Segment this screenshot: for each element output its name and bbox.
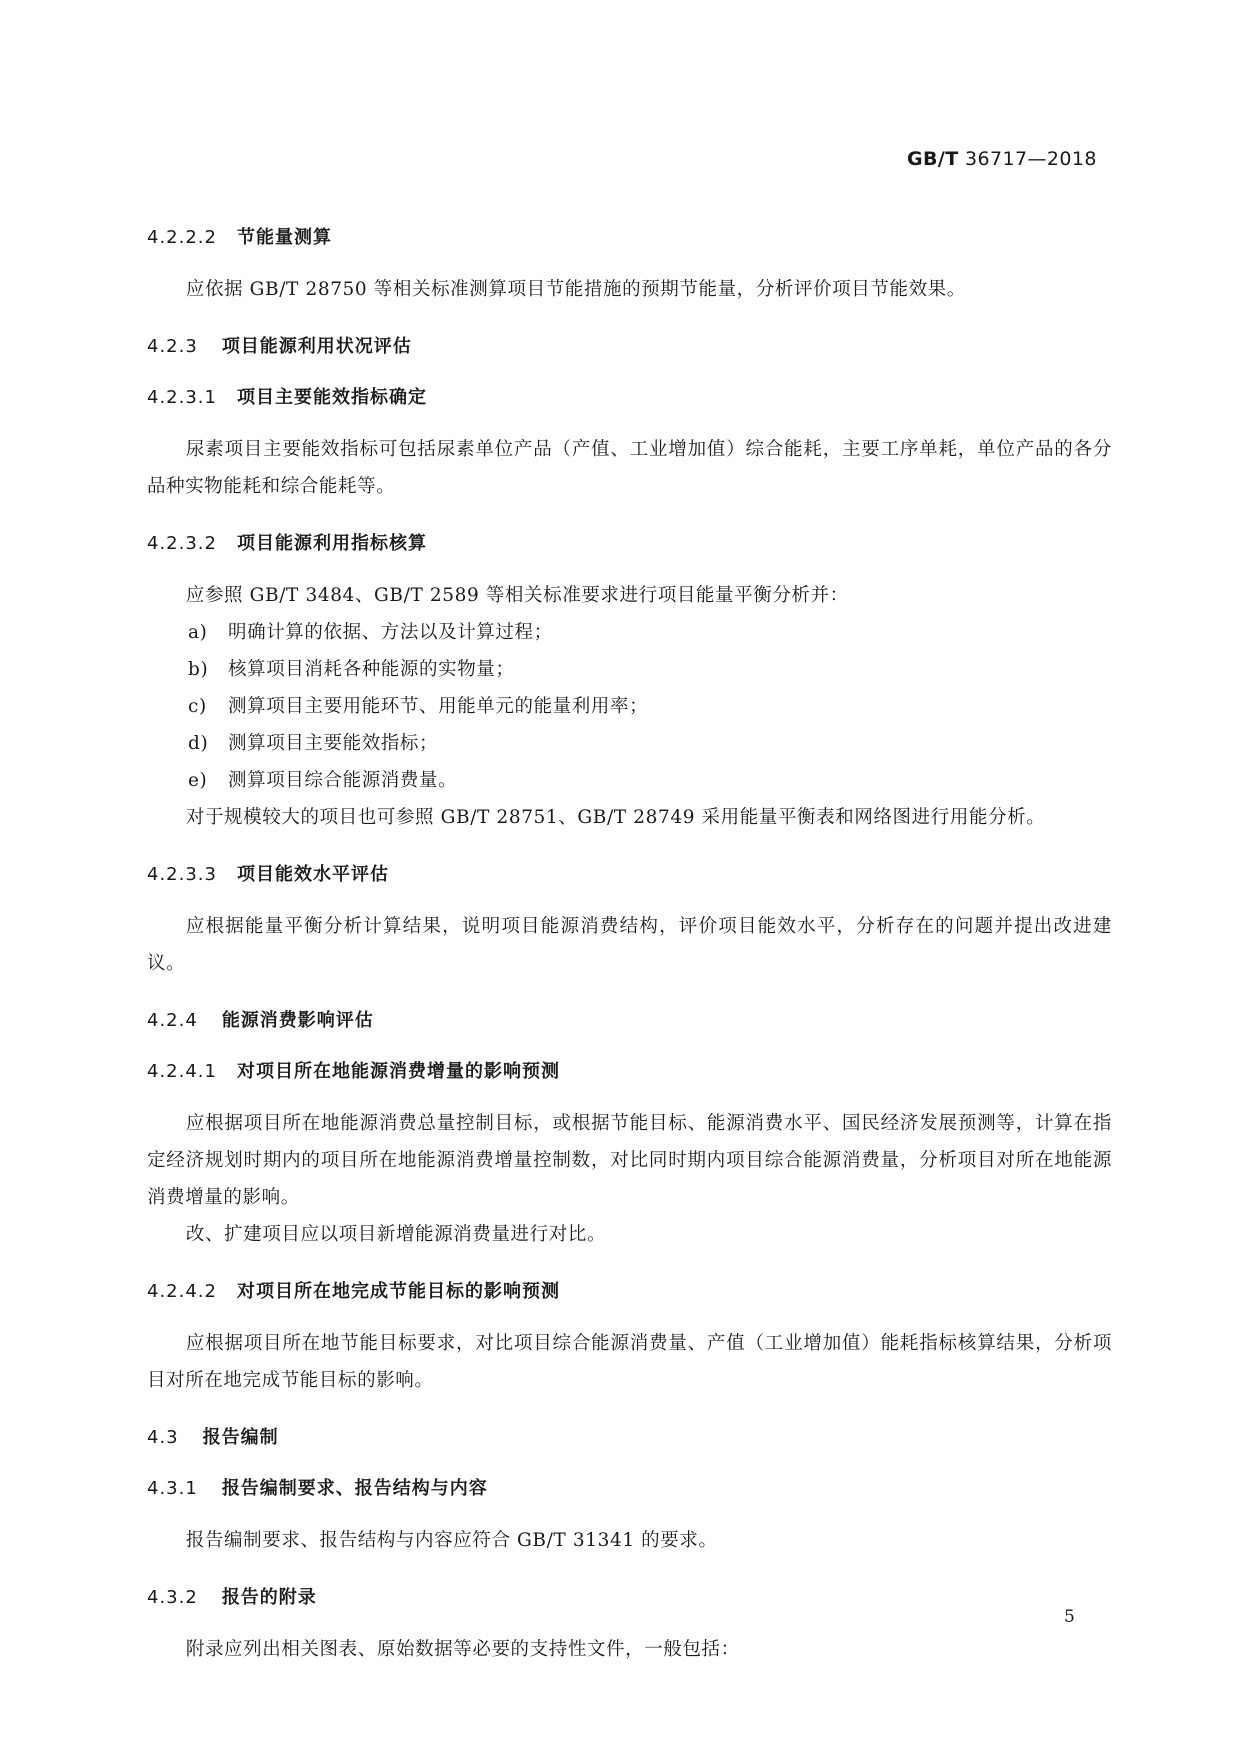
page-number: 5: [1064, 1607, 1075, 1627]
heading-number: 4.3: [147, 1427, 179, 1448]
heading-number: 4.2.4.1: [147, 1061, 217, 1082]
heading-number: 4.2.3.2: [147, 533, 217, 554]
heading-title: 报告的附录: [221, 1587, 317, 1608]
paragraph: 应根据项目所在地能源消费总量控制目标，或根据节能目标、能源消费水平、国民经济发展预测等，计算在指定经济规划时期内的项目所在地能源消费增量控制数，对比同时期内项目综合能源消费量，分析项目对所在地能源消费增量的影响。: [147, 1113, 1112, 1208]
heading-title: 能源消费影响评估: [221, 1010, 374, 1031]
list-item: [147, 762, 1112, 799]
paragraph: 应根据项目所在地节能目标要求，对比项目综合能源消费量、产值（工业增加值）能耗指标核算结果，分析项目对所在地完成节能目标的影响。: [147, 1333, 1112, 1391]
list-text: 明确计算的依据、方法以及计算过程；: [228, 622, 553, 643]
heading-4-2-3: [147, 334, 1112, 359]
paragraph: 对于规模较大的项目也可参照 GB/T 28751、GB/T 28749 采用能量平衡表和网络图进行用能分析。: [185, 807, 1046, 828]
list-marker: a): [188, 622, 208, 643]
heading-4-3-1: [147, 1476, 1112, 1501]
paragraph: 应依据 GB/T 28750 等相关标准测算项目节能措施的预期节能量，分析评价项目节能效果。: [185, 279, 966, 300]
heading-4-2-4: [147, 1008, 1112, 1033]
heading-title: 项目能效水平评估: [236, 864, 389, 885]
heading-number: 4.2.3.1: [147, 387, 217, 408]
heading-4-3-2: [147, 1585, 1112, 1610]
list-marker: b): [188, 659, 209, 680]
heading-title: 项目能源利用状况评估: [221, 336, 412, 357]
heading-number: 4.2.4.2: [147, 1281, 217, 1302]
heading-4-2-3-3: [147, 862, 1112, 887]
heading-title: 对项目所在地能源消费增量的影响预测: [236, 1061, 560, 1082]
heading-4-2-2-2: [147, 225, 1112, 250]
heading-title: 项目主要能效指标确定: [236, 387, 427, 408]
paragraph: 报告编制要求、报告结构与内容应符合 GB/T 31341 的要求。: [185, 1530, 718, 1551]
list-marker: e): [188, 770, 208, 791]
paragraph: 尿素项目主要能效指标可包括尿素单位产品（产值、工业增加值）综合能耗，主要工序单耗，单位产品的各分品种实物能耗和综合能耗等。: [147, 439, 1112, 497]
list-item: [147, 688, 1112, 725]
heading-title: 报告编制要求、报告结构与内容: [221, 1478, 488, 1499]
list-item: [147, 651, 1112, 688]
heading-number: 4.2.2.2: [147, 227, 217, 248]
heading-number: 4.2.4: [147, 1010, 198, 1031]
heading-4-2-3-1: [147, 385, 1112, 410]
heading-number: 4.2.3: [147, 336, 198, 357]
list-text: 测算项目主要能效指标；: [228, 733, 439, 754]
running-header: [907, 148, 1097, 170]
heading-number: 4.3.1: [147, 1478, 198, 1499]
list-item: [147, 614, 1112, 651]
standard-number: 36717—2018: [965, 148, 1097, 170]
heading-4-2-3-2: [147, 531, 1112, 556]
list-marker: c): [188, 696, 207, 717]
list-text: 测算项目综合能源消费量。: [228, 770, 458, 791]
standard-code: GB/T: [907, 148, 959, 170]
paragraph: 应参照 GB/T 3484、GB/T 2589 等相关标准要求进行项目能量平衡分析并：: [185, 585, 849, 606]
heading-number: 4.2.3.3: [147, 864, 217, 885]
paragraph: 附录应列出相关图表、原始数据等必要的支持性文件，一般包括：: [185, 1639, 740, 1660]
list-text: 测算项目主要用能环节、用能单元的能量利用率；: [228, 696, 649, 717]
heading-4-2-4-2: [147, 1279, 1112, 1304]
paragraph: 应根据能量平衡分析计算结果，说明项目能源消费结构，评价项目能效水平，分析存在的问题并提出改进建议。: [147, 916, 1112, 974]
list-marker: d): [188, 733, 209, 754]
list-text: 核算项目消耗各种能源的实物量；: [228, 659, 515, 680]
heading-title: 报告编制: [202, 1427, 279, 1448]
heading-4-3: [147, 1425, 1112, 1450]
paragraph: 改、扩建项目应以项目新增能源消费量进行对比。: [185, 1224, 607, 1245]
list-item: [147, 725, 1112, 762]
heading-title: 项目能源利用指标核算: [236, 533, 427, 554]
heading-number: 4.3.2: [147, 1587, 198, 1608]
document-body: [147, 225, 1112, 1668]
heading-title: 节能量测算: [236, 227, 332, 248]
heading-title: 对项目所在地完成节能目标的影响预测: [236, 1281, 560, 1302]
heading-4-2-4-1: [147, 1059, 1112, 1084]
